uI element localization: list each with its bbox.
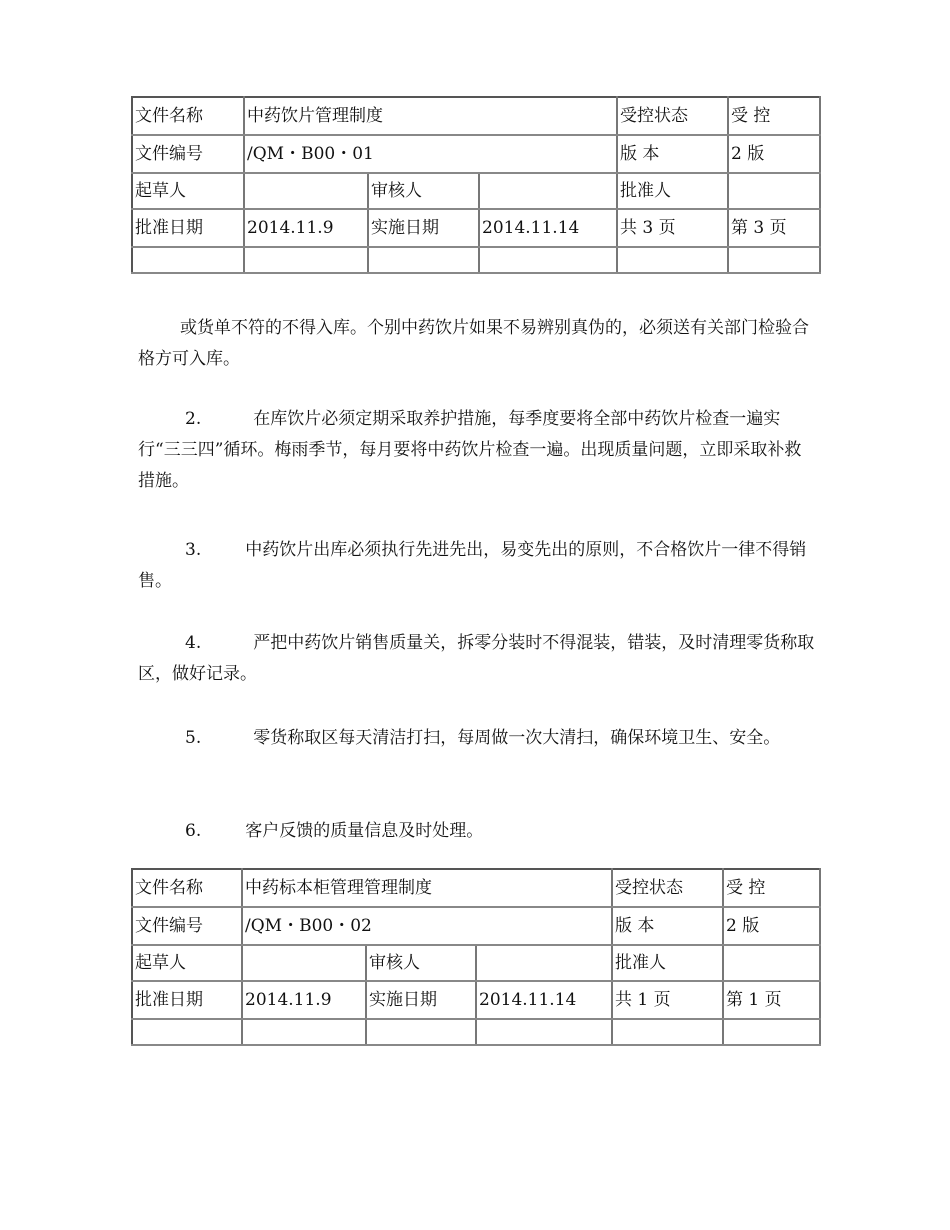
label-reviewer: 审核人 bbox=[368, 173, 479, 209]
total-pages: 共 3 页 bbox=[617, 209, 728, 247]
value-file-number: /QM・B00・01 bbox=[244, 135, 617, 173]
document-header-table-1 bbox=[131, 96, 821, 274]
empty-cell bbox=[244, 247, 368, 273]
label-file-number: 文件编号 bbox=[132, 135, 244, 173]
list-item-2 bbox=[138, 404, 818, 497]
document-header-table-2 bbox=[131, 868, 821, 1046]
list-item-6 bbox=[138, 816, 818, 847]
label-reviewer: 审核人 bbox=[366, 945, 476, 981]
list-item-4 bbox=[138, 628, 818, 690]
value-file-name: 中药标本柜管理管理制度 bbox=[242, 869, 612, 907]
empty-cell bbox=[728, 247, 820, 273]
value-file-number: /QM・B00・02 bbox=[242, 907, 612, 945]
list-item-5 bbox=[138, 723, 818, 754]
item-text: 客户反馈的质量信息及时处理。 bbox=[245, 821, 484, 841]
label-effective-date: 实施日期 bbox=[368, 209, 479, 247]
total-pages: 共 1 页 bbox=[612, 981, 723, 1019]
value-approver bbox=[728, 173, 820, 209]
item-number: 4. bbox=[185, 633, 202, 653]
value-version: 2 版 bbox=[723, 907, 820, 945]
item-text: 零货称取区每天清洁打扫，每周做一次大清扫，确保环境卫生、安全。 bbox=[253, 728, 781, 748]
label-drafter: 起草人 bbox=[132, 945, 242, 981]
item-text: 中药饮片出库必须执行先进先出，易变先出的原则，不合格饮片一律不得销售。 bbox=[138, 540, 807, 591]
item-number: 6. bbox=[185, 821, 202, 841]
value-effective-date: 2014.11.14 bbox=[476, 981, 612, 1019]
item-text: 严把中药饮片销售质量关，拆零分装时不得混装，错装，及时清理零货称取区，做好记录。 bbox=[138, 633, 815, 684]
label-version: 版 本 bbox=[612, 907, 723, 945]
empty-cell bbox=[242, 1019, 366, 1045]
label-approval-date: 批准日期 bbox=[132, 209, 244, 247]
value-approval-date: 2014.11.9 bbox=[244, 209, 368, 247]
value-approver bbox=[723, 945, 820, 981]
empty-cell bbox=[132, 247, 244, 273]
value-drafter bbox=[244, 173, 368, 209]
label-version: 版 本 bbox=[617, 135, 728, 173]
label-file-name: 文件名称 bbox=[132, 869, 242, 907]
empty-cell bbox=[723, 1019, 820, 1045]
empty-cell bbox=[366, 1019, 476, 1045]
item-text: 在库饮片必须定期采取养护措施，每季度要将全部中药饮片检查一遍实行“三三四”循环。梅雨季节，每月要将中药饮片检查一遍。出现质量问题，立即采取补救措施。 bbox=[138, 409, 802, 491]
empty-cell bbox=[132, 1019, 242, 1045]
value-reviewer bbox=[476, 945, 612, 981]
list-item-3 bbox=[138, 535, 818, 597]
item-number: 3. bbox=[185, 540, 202, 560]
value-control-status: 受 控 bbox=[728, 97, 820, 135]
label-approval-date: 批准日期 bbox=[132, 981, 242, 1019]
item-number: 2. bbox=[185, 409, 202, 429]
label-control-status: 受控状态 bbox=[612, 869, 723, 907]
empty-cell bbox=[617, 247, 728, 273]
empty-cell bbox=[612, 1019, 723, 1045]
value-control-status: 受 控 bbox=[723, 869, 820, 907]
label-file-name: 文件名称 bbox=[132, 97, 244, 135]
label-file-number: 文件编号 bbox=[132, 907, 242, 945]
value-reviewer bbox=[479, 173, 617, 209]
value-approval-date: 2014.11.9 bbox=[242, 981, 366, 1019]
empty-cell bbox=[476, 1019, 612, 1045]
label-control-status: 受控状态 bbox=[617, 97, 728, 135]
label-approver: 批准人 bbox=[617, 173, 728, 209]
empty-cell bbox=[368, 247, 479, 273]
current-page: 第 1 页 bbox=[723, 981, 820, 1019]
value-effective-date: 2014.11.14 bbox=[479, 209, 617, 247]
value-file-name: 中药饮片管理制度 bbox=[244, 97, 617, 135]
value-drafter bbox=[242, 945, 366, 981]
label-approver: 批准人 bbox=[612, 945, 723, 981]
continuation-paragraph: 或货单不符的不得入库。个别中药饮片如果不易辨别真伪的，必须送有关部门检验合格方可入库。 bbox=[138, 318, 809, 369]
current-page: 第 3 页 bbox=[728, 209, 820, 247]
label-drafter: 起草人 bbox=[132, 173, 244, 209]
item-number: 5. bbox=[185, 728, 202, 748]
empty-cell bbox=[479, 247, 617, 273]
value-version: 2 版 bbox=[728, 135, 820, 173]
label-effective-date: 实施日期 bbox=[366, 981, 476, 1019]
